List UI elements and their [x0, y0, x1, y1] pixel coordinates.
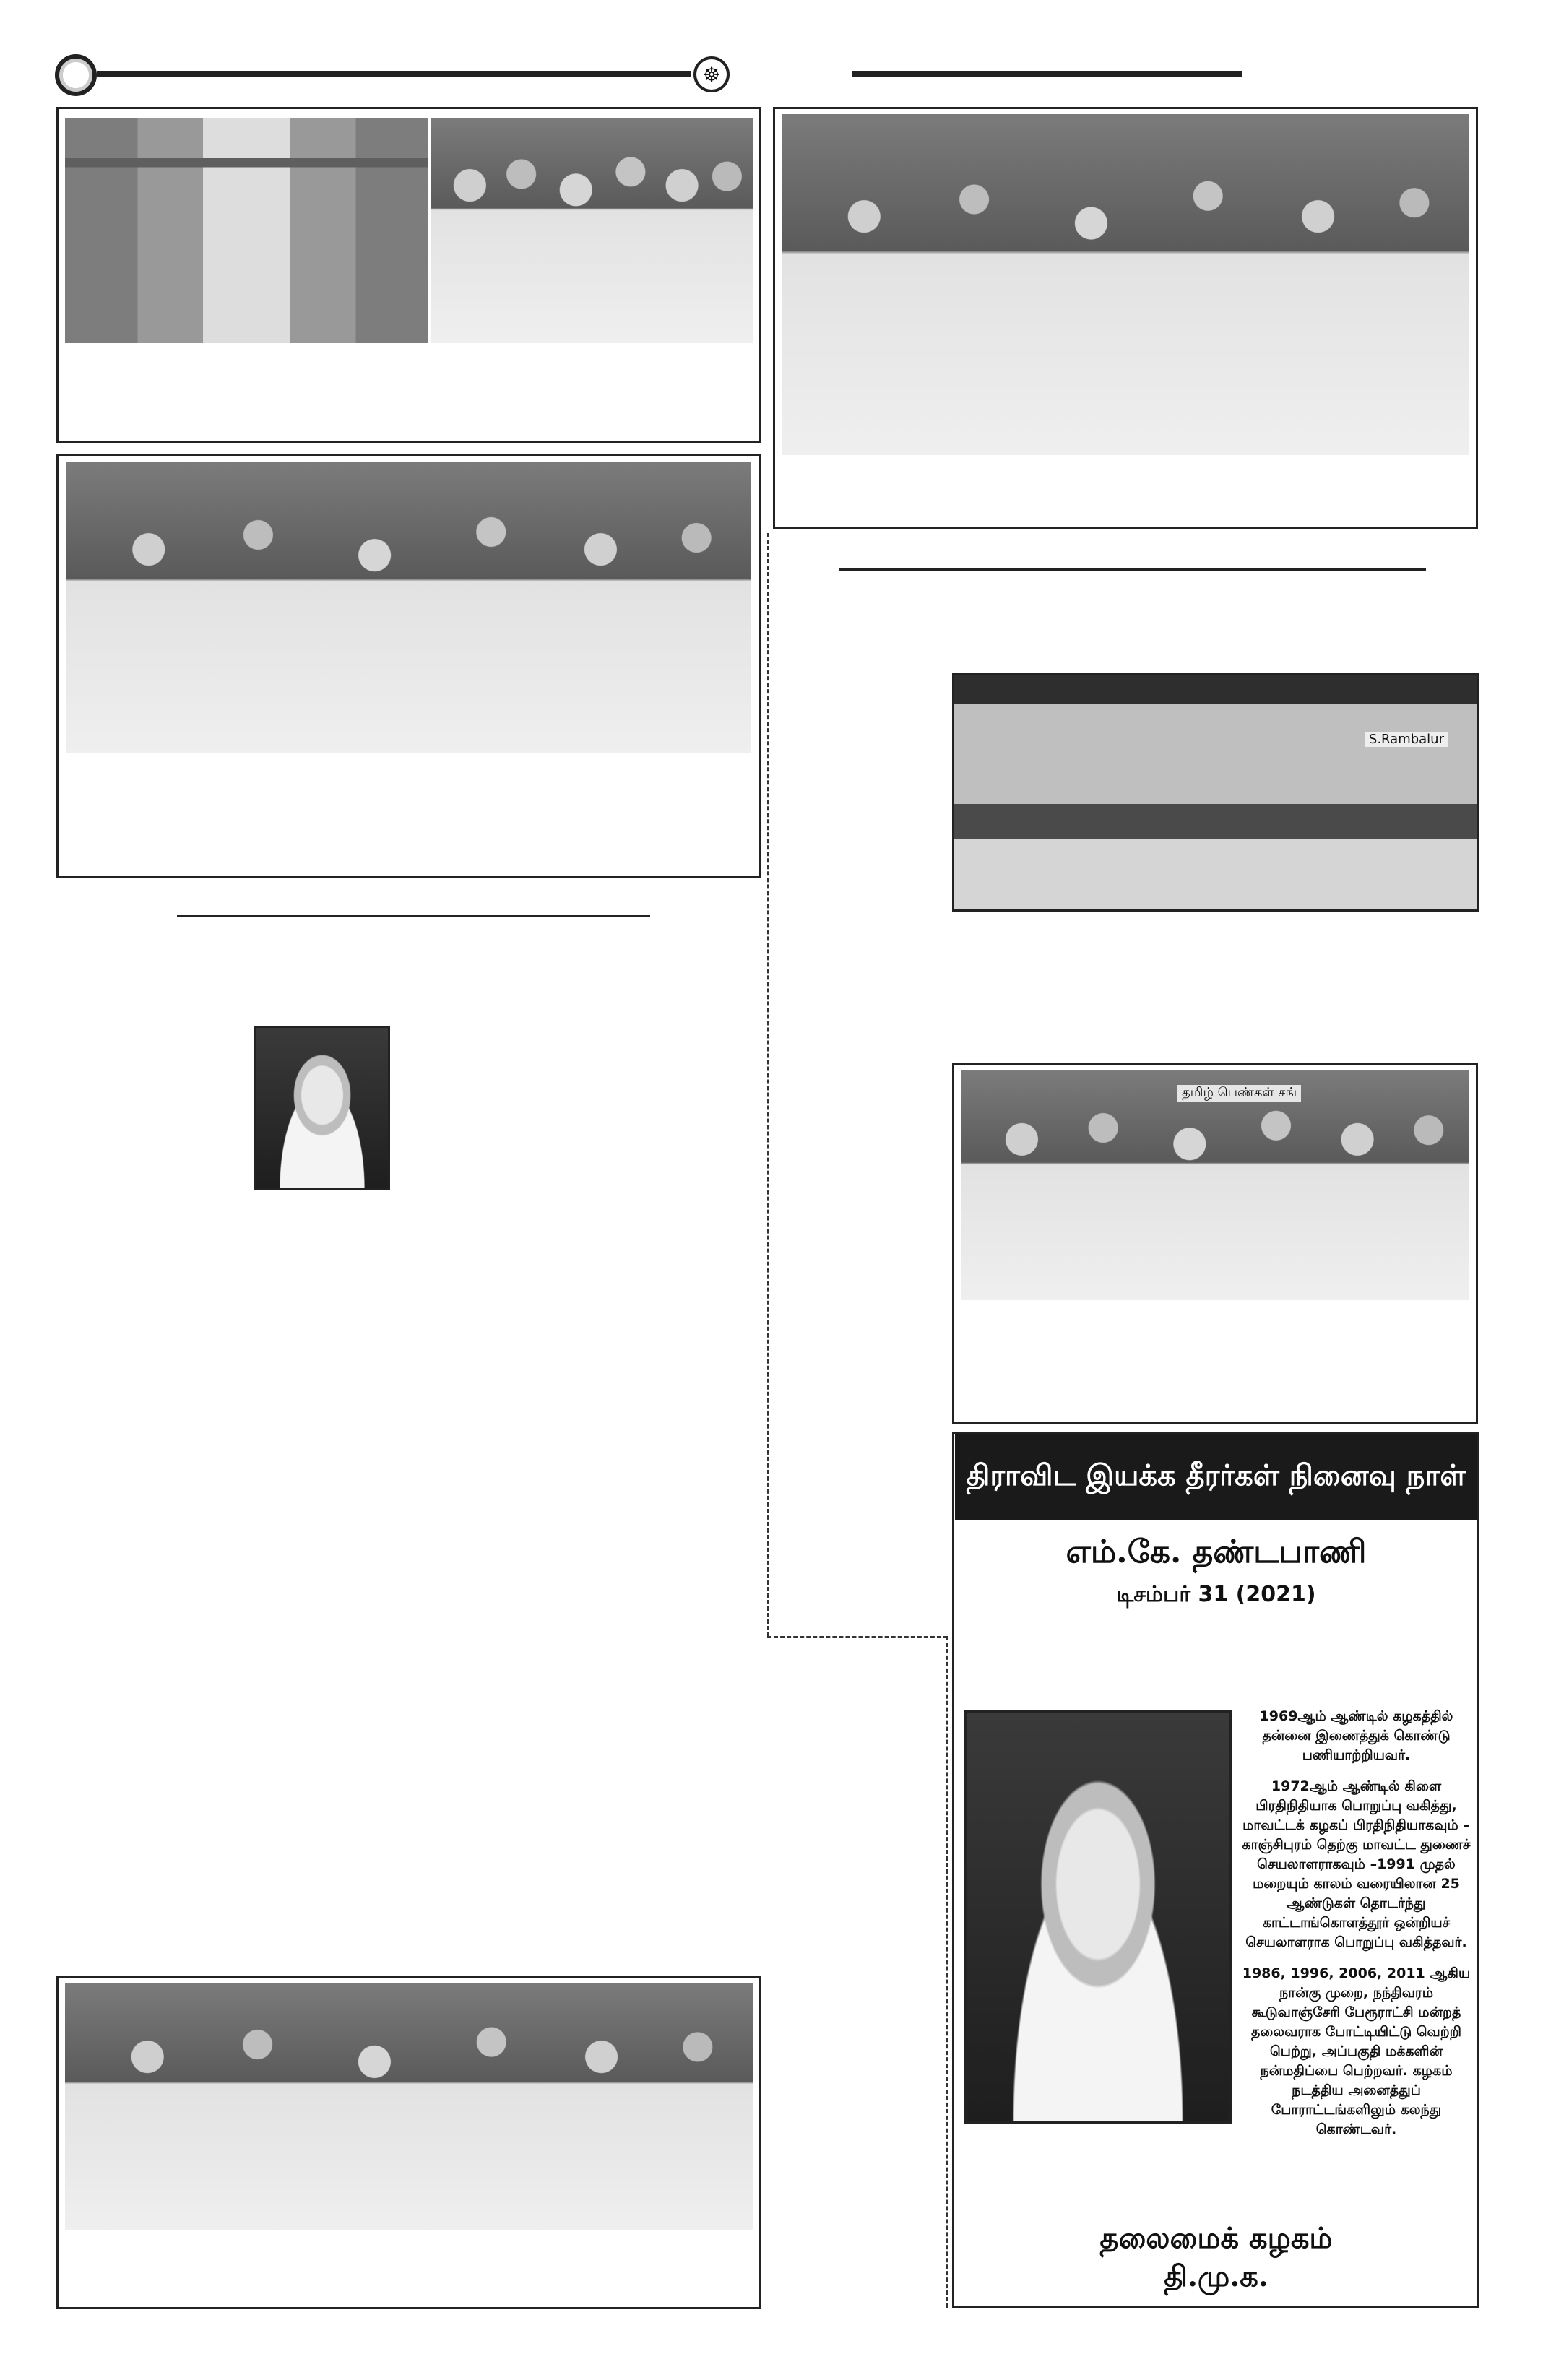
left-section-divider	[177, 915, 650, 917]
memorial-portrait	[964, 1710, 1232, 2124]
masthead-rule-right	[852, 71, 1242, 77]
memorial-bio	[1235, 1707, 1477, 2151]
photo-memorial-arch	[65, 118, 428, 343]
photo-ribbon-cutting	[431, 118, 753, 343]
masthead-circle-logo-icon	[55, 54, 97, 96]
photo-bus-launch	[952, 673, 1479, 912]
right-section-divider	[839, 568, 1426, 571]
dashed-divider-horizontal	[767, 1636, 948, 1638]
memorial-person-name: எம்.கே. தண்டபாணி	[1066, 1533, 1367, 1570]
memorial-date: டிசம்பர் 31 (2021)	[1116, 1582, 1316, 1607]
bio-paragraph-2: 1972ஆம் ஆண்டில் கிளை பிரதிநிதியாக பொறுப்பு வகித்து, மாவட்டக் கழகப் பிரதிநிதியாகவும் – காஞ்சிபுரம் தெற்கு மாவட்ட துணைச் செயலாளராகவும் –1991 முதல் மறையும் காலம் வரையிலான 25 ஆண்டுகள் தொடர்ந்து காட்டாங்கொளத்தூர் ஒன்றியச் செயலாளராக பொறுப்பு வகித்தவர்.	[1242, 1778, 1471, 1950]
bio-paragraph-3: 1986, 1996, 2006, 2011 ஆகிய நான்கு முறை, நந்திவரம் கூடுவாஞ்சேரி பேரூராட்சி மன்றத் தலைவராக போட்டியிட்டு வெற்றி பெற்று, அப்பகுதி மக்களின் நன்மதிப்பை பெற்றவர். கழகம் நடத்திய அனைத்துப் போராட்டங்களிலும் கலந்து கொண்டவர்.	[1242, 1965, 1471, 2137]
masthead-elephant-emblem-icon: ☸	[693, 56, 730, 92]
bio-paragraph-1: 1969ஆம் ஆண்டில் கழகத்தில் தன்னை இணைத்துக் கொண்டு பணியாற்றியவர்.	[1259, 1708, 1453, 1763]
stage-banner-text: தமிழ் பெண்கள் சங்	[1177, 1085, 1301, 1102]
masthead-rule-left	[97, 71, 691, 77]
memorial-banner-title: திராவிட இயக்க தீரர்கள் நினைவு நாள்	[955, 1434, 1477, 1520]
portrait-small	[254, 1026, 390, 1190]
memorial-org-line-1: தலைமைக் கழகம்	[1099, 2221, 1333, 2255]
photo-tribute-body	[782, 114, 1469, 455]
bus-sign-text: S.Rambalur	[1365, 732, 1448, 747]
photo-group-gathering	[65, 1983, 753, 2230]
photo-floral-tribute	[66, 462, 751, 753]
dashed-divider-vertical-top	[767, 533, 769, 1637]
dashed-divider-vertical-bottom	[946, 1636, 948, 2308]
memorial-org-line-2: தி.மு.க.	[1164, 2259, 1268, 2293]
photo-stage-event	[961, 1070, 1469, 1300]
